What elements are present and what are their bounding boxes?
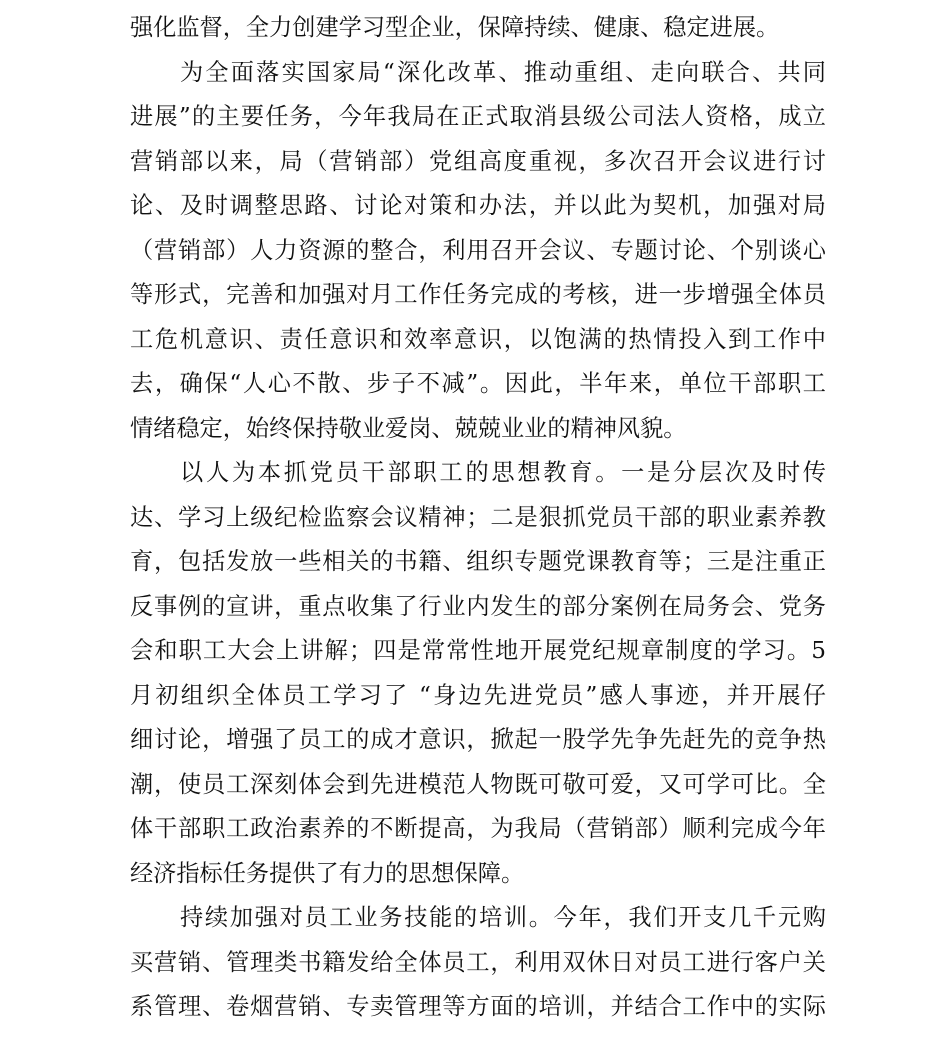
text-line: 达、学习上级纪检监察会议精神；二是狠抓党员干部的职业素养教 [130,503,826,531]
text-line: 强化监督，全力创建学习型企业，保障持续、健康、稳定进展。 [130,14,780,41]
document-page [130,6,826,1030]
paragraph-reform-tasks [130,51,826,452]
text-line: 论、及时调整思路、讨论对策和办法，并以此为契机，加强对局 [130,192,826,219]
text-line: 经济指标任务提供了有力的思想保障。 [130,859,525,887]
text-line: 营销部以来，局（营销部）党组高度重视，多次召开会议进行讨 [130,147,826,175]
text-line: 系管理、卷烟营销、专卖管理等方面的培训，并结合工作中的实际 [130,993,826,1020]
text-line: 为全面落实国家局“深化改革、推动重组、走向联合、共同 [180,58,826,86]
text-line: 等形式，完善和加强对月工作任务完成的考核，进一步增强全体员 [130,281,826,308]
text-line: 以人为本抓党员干部职工的思想教育。一是分层次及时传 [180,459,826,486]
paragraph-skills-training [130,896,826,1030]
text-line: 会和职工大会上讲解；四是常常性地开展党纪规章制度的学习。5 [130,637,826,664]
text-line: 体干部职工政治素养的不断提高，为我局（营销部）顺利完成今年 [130,815,826,842]
text-line: （营销部）人力资源的整合，利用召开会议、专题讨论、个别谈心 [130,236,826,264]
text-line: 情绪稳定，始终保持敬业爱岗、兢兢业业的精神风貌。 [130,414,687,442]
text-line: 反事例的宣讲，重点收集了行业内发生的部分案例在局务会、党务 [130,592,826,620]
text-line: 潮，使员工深刻体会到先进模范人物既可敬可爱，又可学可比。全 [130,770,826,798]
text-line: 细讨论，增强了员工的成才意识，掀起一股学先争先赶先的竞争热 [130,726,826,753]
paragraph-continuation [130,6,826,51]
paragraph-ideological-education [130,451,826,896]
text-line: 买营销、管理类书籍发给全体员工，利用双休日对员工进行客户关 [130,948,826,976]
text-line: 进展”的主要任务，今年我局在正式取消县级公司法人资格，成立 [130,103,826,130]
text-line: 去，确保“人心不散、步子不减”。因此，半年来，单位干部职工 [130,370,826,397]
text-line: 工危机意识、责任意识和效率意识，以饱满的热情投入到工作中 [130,325,826,353]
text-line: 育，包括发放一些相关的书籍、组织专题党课教育等；三是注重正 [130,548,826,575]
text-line: 持续加强对员工业务技能的培训。今年，我们开支几千元购 [180,904,826,931]
text-line: 月初组织全体员工学习了 “身边先进党员”感人事迹，并开展仔 [130,681,826,709]
